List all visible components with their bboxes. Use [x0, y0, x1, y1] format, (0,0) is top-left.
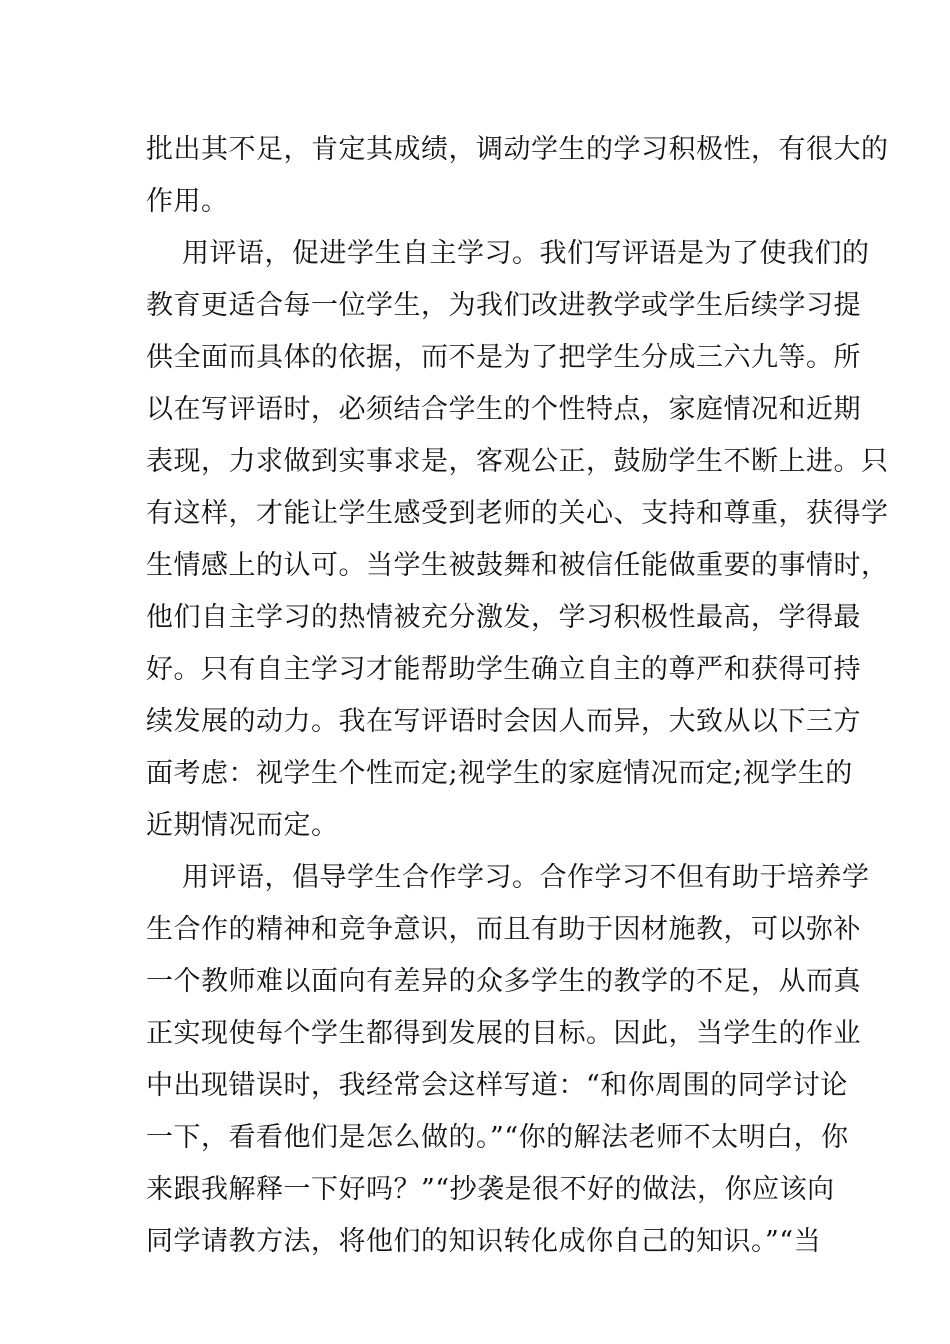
text-line: 中出现错误时，我经常会这样写道：“和你周围的同学讨论 [146, 1070, 848, 1101]
text-line: 生合作的精神和竞争意识，而且有助于因材施教，可以弥补 [146, 914, 861, 945]
text-line: 他们自主学习的热情被充分激发，学习积极性最高，学得最 [146, 602, 861, 633]
text-line: 以在写评语时，必须结合学生的个性特点，家庭情况和近期 [146, 394, 861, 425]
document-body [146, 124, 889, 1268]
text-line: 续发展的动力。我在写评语时会因人而异，大致从以下三方 [146, 706, 861, 737]
text-line: 好。只有自主学习才能帮助学生确立自主的尊严和获得可持 [146, 654, 861, 685]
paragraph-first-line: 用评语，促进学生自主学习。我们写评语是为了使我们的 [182, 238, 870, 269]
paragraph-first-line: 用评语，倡导学生合作学习。合作学习不但有助于培养学 [182, 862, 870, 893]
text-line: 面考虑：视学生个性而定;视学生的家庭情况而定;视学生的 [146, 758, 853, 789]
text-line: 供全面而具体的依据，而不是为了把学生分成三六九等。所 [146, 342, 861, 373]
text-line: 同学请教方法，将他们的知识转化成你自己的知识。”“当 [146, 1226, 822, 1257]
text-line: 近期情况而定。 [146, 810, 339, 841]
text-line: 作用。 [146, 186, 229, 217]
text-line: 一个教师难以面向有差异的众多学生的教学的不足，从而真 [146, 966, 861, 997]
text-line: 有这样，才能让学生感受到老师的关心、支持和尊重，获得学 [146, 498, 889, 529]
text-line: 批出其不足，肯定其成绩，调动学生的学习积极性，有很大的 [146, 134, 889, 165]
text-line: 教育更适合每一位学生，为我们改进教学或学生后续学习提 [146, 290, 861, 321]
text-line: 正实现使每个学生都得到发展的目标。因此，当学生的作业 [146, 1018, 861, 1049]
text-line: 生情感上的认可。当学生被鼓舞和被信任能做重要的事情时， [146, 550, 889, 581]
text-line: 一下，看看他们是怎么做的。”“你的解法老师不太明白，你 [146, 1122, 849, 1153]
text-line: 表现，力求做到实事求是，客观公正，鼓励学生不断上进。只 [146, 446, 889, 477]
text-line: 来跟我解释一下好吗？”“抄袭是很不好的做法，你应该向 [146, 1174, 835, 1205]
